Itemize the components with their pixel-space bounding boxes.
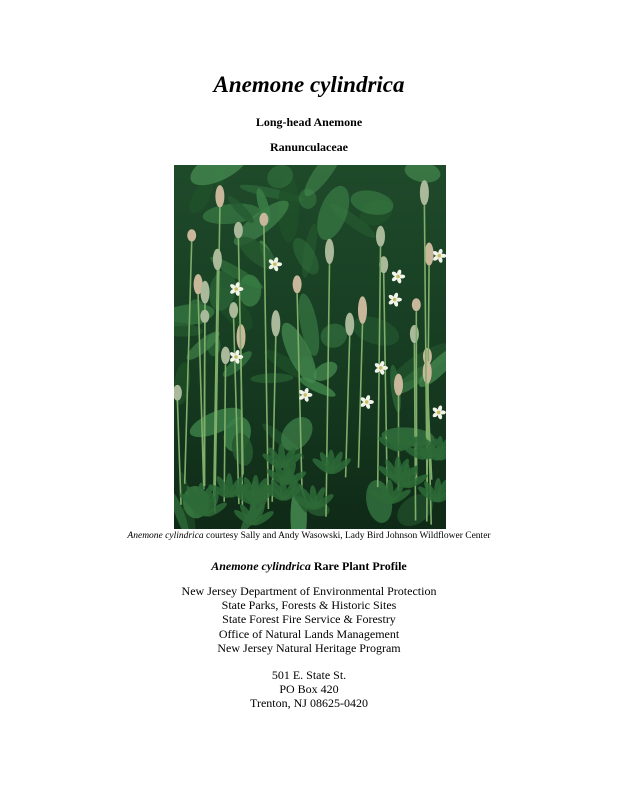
address-line: 501 E. State St. [271, 668, 347, 682]
address-block [0, 668, 618, 711]
seed-head [423, 361, 432, 384]
family-name: Ranunculaceae [270, 140, 348, 154]
profile-species: Anemone cylindrica [211, 559, 311, 573]
flower-center [379, 366, 383, 370]
flower-center [396, 275, 400, 279]
flower-center [437, 411, 441, 415]
seed-head [420, 180, 429, 205]
address-line: PO Box 420 [279, 682, 339, 697]
flower-center [234, 287, 238, 291]
seed-head [358, 296, 367, 324]
agency-line: New Jersey Natural Heritage Program [217, 640, 401, 655]
seed-head [229, 302, 238, 318]
document-title: Anemone cylindrica [213, 72, 405, 97]
profile-heading [0, 559, 618, 574]
seed-head [425, 243, 434, 266]
agency-line: New Jersey Department of Environmental Protection [181, 584, 437, 598]
seed-head [376, 226, 385, 247]
flower-center [437, 254, 441, 258]
seed-head [325, 239, 334, 264]
agency-line: State Parks, Forests & Historic Sites [221, 598, 397, 613]
seed-head [221, 347, 230, 365]
seed-head [215, 185, 224, 207]
seed-head [293, 275, 302, 293]
seed-head [234, 222, 243, 238]
seed-head [213, 249, 222, 270]
plant-photo [174, 165, 446, 529]
seed-head [259, 213, 268, 226]
flower-center [393, 298, 397, 302]
profile-suffix: Rare Plant Profile [310, 559, 407, 573]
agency-line: State Forest Fire Service & Forestry [222, 612, 396, 627]
agency-line: Office of Natural Lands Management [218, 626, 400, 641]
flower-center [273, 262, 277, 266]
plant-photo-illustration [174, 165, 446, 529]
seed-head [271, 310, 280, 337]
common-name: Long-head Anemone [255, 115, 363, 129]
seed-head [412, 298, 421, 311]
caption-credit: courtesy Sally and Andy Wasowski, Lady Bird Johnson Wildflower Center [203, 531, 491, 541]
seed-head [200, 310, 209, 323]
seed-head [394, 374, 403, 396]
seed-head [201, 281, 210, 304]
photo-caption [0, 531, 618, 541]
flower-center [303, 393, 307, 397]
caption-species: Anemone cylindrica [127, 531, 204, 541]
seed-head [410, 325, 419, 343]
flower-center [234, 355, 238, 359]
seed-head [345, 313, 354, 336]
flower-center [365, 400, 369, 404]
agency-block [0, 584, 618, 655]
address-line: Trenton, NJ 08625-0420 [250, 696, 368, 711]
seed-head [187, 229, 196, 241]
